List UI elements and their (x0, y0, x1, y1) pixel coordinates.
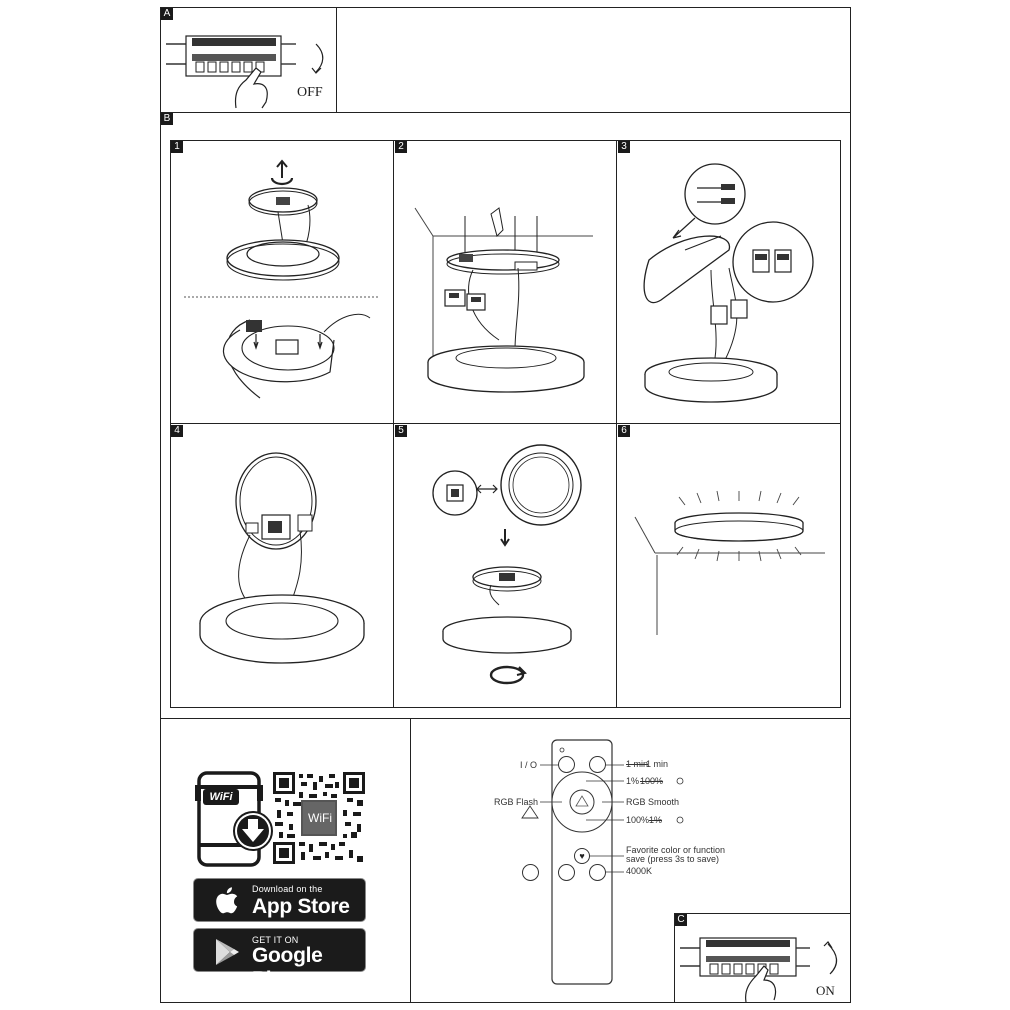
google-play-line1: GET IT ON (252, 935, 299, 945)
step-5-tag: 5 (395, 425, 407, 437)
label-brightness-up: 1% (626, 776, 640, 786)
step-6-tag: 6 (618, 425, 630, 437)
section-b-tag: B (161, 113, 173, 125)
step-2-tag: 2 (395, 141, 407, 153)
qr-wifi-badge: WiFi (308, 811, 332, 825)
label-timer-strike: 1 min (626, 759, 649, 769)
remote-favorite-button[interactable]: ♥ (574, 848, 590, 864)
label-brightness-down-strike: 1% (649, 815, 663, 825)
phone-wifi-badge: WiFi (209, 791, 233, 803)
breaker-off-label: OFF (297, 85, 323, 100)
label-rgb-smooth: RGB Smooth (626, 797, 680, 807)
section-c-tag: C (675, 914, 687, 926)
step-3-tag: 3 (618, 141, 630, 153)
app-store-line1: Download on the (252, 884, 323, 894)
breaker-on-label: ON (816, 983, 835, 998)
label-power: I / O (520, 760, 538, 770)
app-store-line2: App Store (252, 895, 350, 918)
label-brightness-up-strike: 100% (640, 776, 664, 786)
label-brightness-down: 100% (626, 815, 650, 825)
label-rgb-flash: RGB Flash (494, 797, 539, 807)
step-4-tag: 4 (171, 425, 183, 437)
section-a-tag: A (161, 8, 173, 20)
google-play-line2: Google Play (252, 944, 323, 991)
step-1-tag: 1 (171, 141, 183, 153)
label-timer: 1 min (646, 759, 669, 769)
label-favorite-note: save (press 3s to save) (626, 854, 720, 864)
label-favorite: Favorite color or function (626, 845, 726, 855)
label-cct-4000k: 4000K (626, 866, 653, 876)
